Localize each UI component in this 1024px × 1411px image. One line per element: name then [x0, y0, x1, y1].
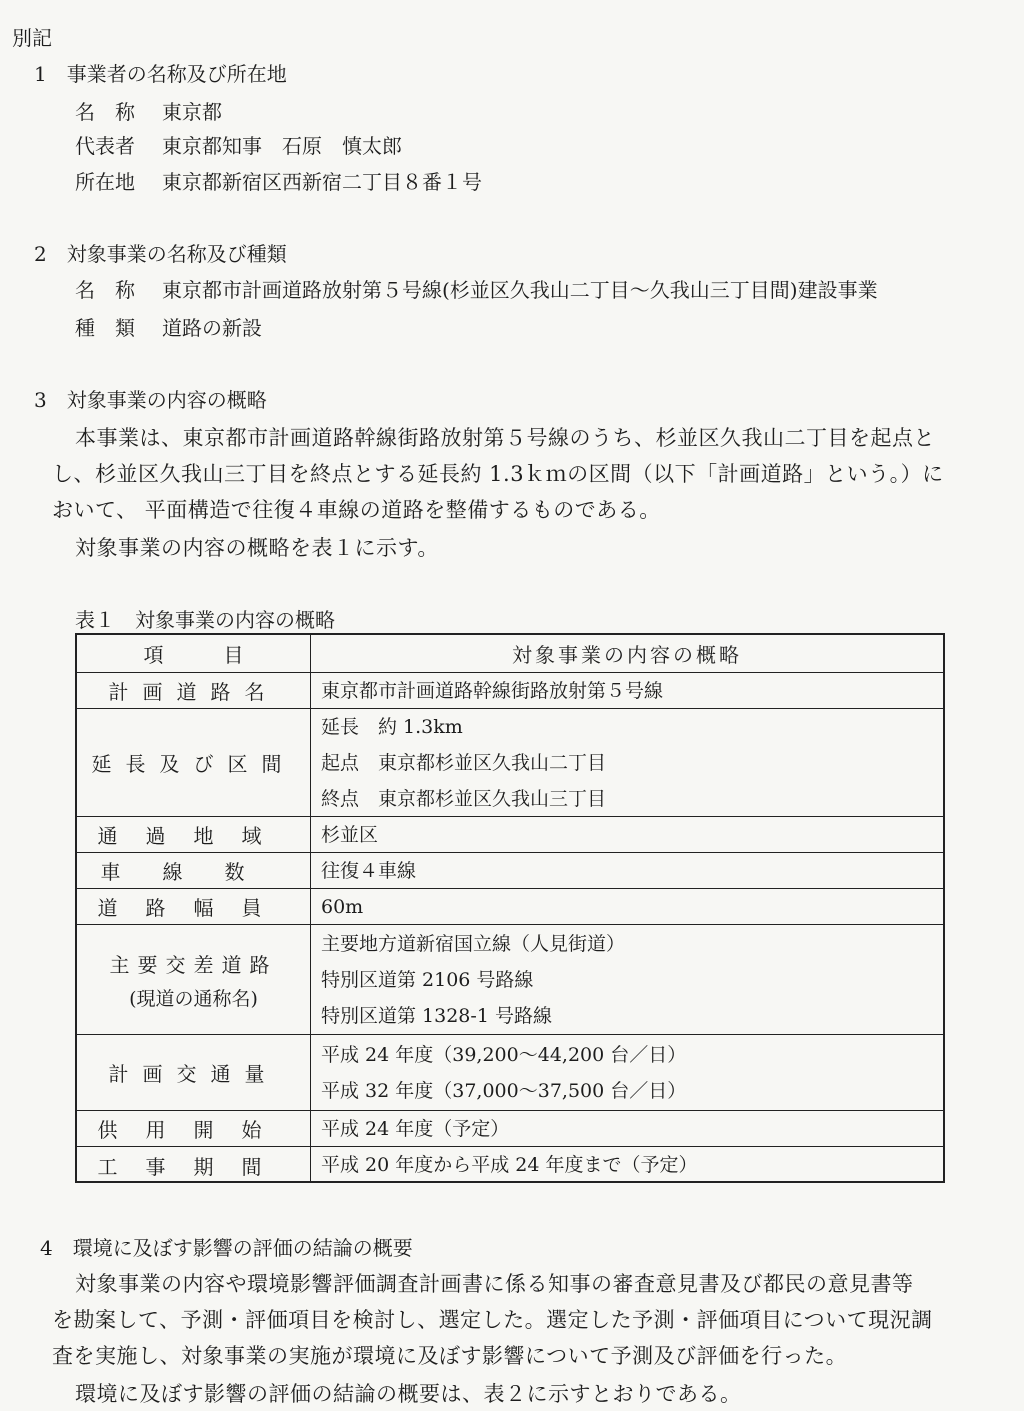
s2-name-label: 名 称 [75, 278, 135, 302]
s3-para1-line1: 本事業は、東京都市計画道路幹線街路放射第５号線のうち、杉並区久我山二丁目を起点と [75, 426, 935, 450]
table-header-right: 対象事業の内容の概略 [512, 643, 742, 667]
s1-addr-label: 所在地 [75, 170, 135, 194]
row-label: 主要交差道路 [109, 952, 278, 977]
table-row [77, 673, 943, 709]
s4-para1-line1: 対象事業の内容や環境影響評価調査計画書に係る知事の審査意見書及び都民の意見書等 [75, 1272, 914, 1296]
s2-type-label: 種 類 [75, 316, 135, 340]
row-value-line: 延長 約 1.3km [321, 715, 463, 738]
row-label: 通過地域 [77, 817, 311, 852]
table-row [77, 1111, 943, 1147]
s4-para1-line2: を勘案して、予測・評価項目を検討し、選定した。選定した予測・評価項目について現況調 [52, 1308, 933, 1332]
s1-rep-label: 代表者 [75, 134, 135, 158]
section2-heading: 2 対象事業の名称及び種類 [34, 242, 287, 266]
s1-addr-value: 東京都新宿区西新宿二丁目８番１号 [162, 170, 482, 194]
row-label: 車線数 [77, 853, 311, 888]
row-label: 計画交通量 [77, 1035, 311, 1110]
row-label-group [77, 925, 311, 1034]
table-header-row [77, 635, 943, 673]
row-label: 工事期間 [77, 1147, 311, 1183]
section3-heading: 3 対象事業の内容の概略 [34, 388, 267, 412]
table-row [77, 853, 943, 889]
section1-heading: 1 事業者の名称及び所在地 [34, 62, 287, 86]
row-value-line: 終点 東京都杉並区久我山三丁目 [321, 787, 607, 810]
table1 [75, 633, 945, 1183]
s1-name-value: 東京都 [162, 100, 222, 124]
s3-para1-line2: し、杉並区久我山三丁目を終点とする延長約 1.3ｋｍの区間（以下「計画道路」という。）に [52, 462, 944, 486]
table-row [77, 817, 943, 853]
row-value-line: 往復４車線 [321, 859, 417, 882]
row-value [311, 673, 943, 708]
row-value-line: 起点 東京都杉並区久我山二丁目 [321, 751, 607, 774]
s1-name-label: 名 称 [75, 100, 135, 124]
s1-rep-value: 東京都知事 石原 慎太郎 [162, 134, 402, 158]
table-row [77, 1035, 943, 1111]
row-value [311, 1035, 943, 1110]
table1-caption: 表１ 対象事業の内容の概略 [75, 608, 335, 632]
row-value-line: 杉並区 [321, 823, 379, 846]
appendix-label: 別記 [12, 26, 52, 50]
row-value-line: 東京都市計画道路幹線街路放射第５号線 [321, 679, 664, 702]
table-row [77, 889, 943, 925]
row-label: 延長及び区間 [77, 709, 311, 816]
row-value-line: 特別区道第 1328-1 号路線 [321, 1004, 552, 1027]
table-row [77, 709, 943, 817]
row-value [311, 853, 943, 888]
table-header-left: 項 目 [77, 635, 311, 672]
row-value-line: 主要地方道新宿国立線（人見街道） [321, 932, 626, 955]
row-value [311, 817, 943, 852]
row-value [311, 889, 943, 924]
row-sublabel: (現道の通称名) [129, 987, 258, 1010]
row-label: 供用開始 [77, 1111, 311, 1146]
row-value [311, 1147, 943, 1183]
row-value [311, 709, 943, 816]
table-row [77, 1147, 943, 1183]
s3-para2: 対象事業の内容の概略を表１に示す。 [75, 536, 439, 560]
row-value-line: 特別区道第 2106 号路線 [321, 968, 534, 991]
s2-name-value: 東京都市計画道路放射第５号線(杉並区久我山二丁目～久我山三丁目間)建設事業 [162, 278, 878, 302]
row-value [311, 1111, 943, 1146]
row-value-line: 平成 24 年度（39,200～44,200 台／日） [321, 1043, 687, 1066]
row-value-line: 平成 20 年度から平成 24 年度まで（予定） [321, 1154, 698, 1176]
row-value-line: 平成 24 年度（予定） [321, 1117, 510, 1140]
row-value [311, 925, 943, 1034]
row-value-line: 平成 32 年度（37,000～37,500 台／日） [321, 1079, 687, 1102]
s4-para2: 環境に及ぼす影響の評価の結論の概要は、表２に示すとおりである。 [75, 1382, 742, 1406]
row-label: 計画道路名 [77, 673, 311, 708]
s4-para1-line3: 査を実施し、対象事業の実施が環境に及ぼす影響について予測及び評価を行った。 [52, 1344, 848, 1368]
row-label: 道路幅員 [77, 889, 311, 924]
table-row [77, 925, 943, 1035]
s3-para1-line3: おいて、 平面構造で往復４車線の道路を整備するものである。 [52, 498, 661, 522]
section4-heading: 4 環境に及ぼす影響の評価の結論の概要 [40, 1236, 413, 1260]
s2-type-value: 道路の新設 [162, 316, 262, 340]
row-value-line: 60m [321, 895, 364, 918]
